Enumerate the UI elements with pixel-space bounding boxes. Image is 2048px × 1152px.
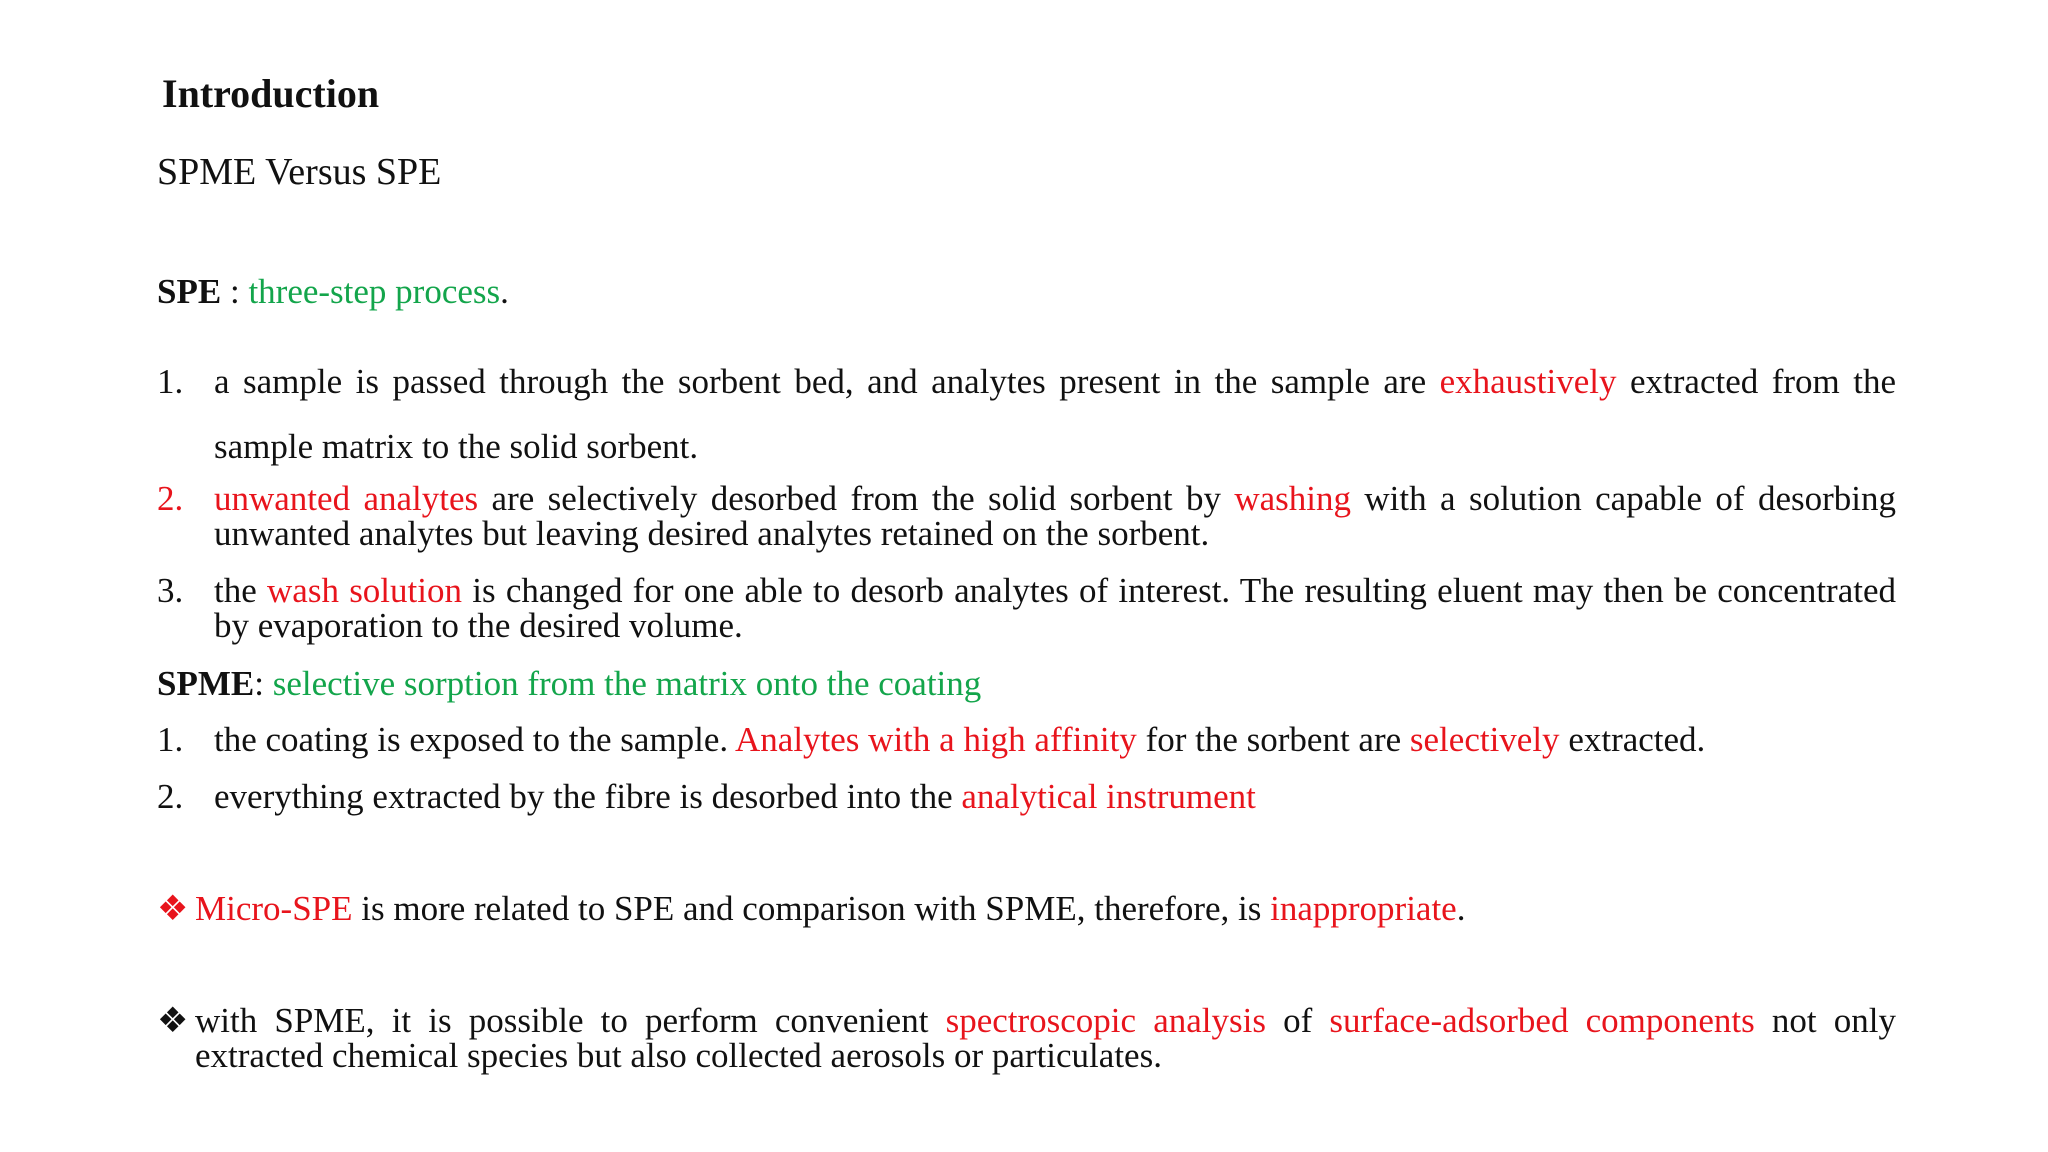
spme-step-1 [157, 719, 1896, 761]
bullet-2-highlight-b: surface-adsorbed components [1329, 1001, 1755, 1040]
spe-separator: : [221, 272, 249, 311]
spe-step-3-text-b: is changed for one able to desorb analytes of interest. The resulting eluent may then be concentrated by evaporation to the desired volume. [214, 571, 1896, 645]
bullet-point-1 [157, 888, 1896, 930]
bullet-2-text-c: not only extracted chemical species but also collected aerosols or particulates. [195, 1001, 1896, 1075]
diamond-bullet-icon: ❖ [157, 1001, 189, 1040]
spe-step-3 [157, 573, 1896, 643]
spe-step-number: 1. [157, 362, 184, 401]
spme-step-2 [157, 776, 1896, 818]
spe-step-text [214, 573, 1896, 643]
spe-step-3-highlight: wash solution [267, 571, 462, 610]
bullet-2-text-b: of [1265, 1001, 1330, 1040]
spe-step-2-highlight-a: unwanted analytes [214, 479, 479, 518]
spe-heading [157, 271, 509, 313]
bullet-point-2 [157, 1003, 1896, 1073]
spme-step-2-highlight: analytical instrument [961, 777, 1256, 816]
bullet-text [195, 1003, 1896, 1073]
spme-step-number: 2. [157, 777, 184, 816]
slide-subtitle: SPME Versus SPE [157, 151, 442, 193]
spme-step-text [214, 776, 1896, 818]
spe-label: SPE [157, 272, 222, 311]
spe-description: three-step process [248, 272, 501, 311]
spe-step-1 [157, 349, 1896, 479]
spe-step-2-highlight-b: washing [1234, 479, 1351, 518]
spme-description: selective sorption from the matrix onto the coating [272, 664, 982, 703]
bullet-2-text-a: with SPME, it is possible to perform convenient [195, 1001, 946, 1040]
slide-title: Introduction [162, 71, 380, 116]
spme-separator: : [254, 664, 273, 703]
bullet-1-text-b: . [1456, 889, 1466, 928]
spe-step-number: 2. [157, 479, 184, 518]
bullet-1-highlight-b: inappropriate [1270, 889, 1457, 928]
spe-step-2-text-b: with a solution capable of desorbing unwanted analytes but leaving desired analytes retained on the sorbent. [214, 479, 1896, 553]
spme-step-number: 1. [157, 720, 184, 759]
spe-step-text [214, 349, 1896, 479]
spe-step-3-text-a: the [214, 571, 268, 610]
spme-step-1-text-c: extracted. [1559, 720, 1706, 759]
spe-period: . [500, 272, 509, 311]
spme-step-text [214, 719, 1896, 761]
spme-step-1-highlight-a: Analytes with a high affinity [735, 720, 1137, 759]
bullet-2-highlight-a: spectroscopic analysis [945, 1001, 1266, 1040]
spe-step-1-highlight: exhaustively [1439, 362, 1617, 401]
spme-heading [157, 663, 981, 705]
spe-step-2-text-a: are selectively desorbed from the solid sorbent by [478, 479, 1235, 518]
spe-step-text [214, 481, 1896, 551]
bullet-1-text-a: is more related to SPE and comparison with SPME, therefore, is [352, 889, 1271, 928]
diamond-bullet-icon: ❖ [157, 889, 189, 928]
spme-step-1-text-b: for the sorbent are [1136, 720, 1410, 759]
spme-step-1-highlight-b: selectively [1409, 720, 1560, 759]
spme-step-1-text-a: the coating is exposed to the sample. [214, 720, 736, 759]
spe-step-2 [157, 481, 1896, 551]
spme-step-2-text-a: everything extracted by the fibre is desorbed into the [214, 777, 962, 816]
spe-step-1-text-a: a sample is passed through the sorbent bed, and analytes present in the sample are [214, 362, 1440, 401]
spe-step-number: 3. [157, 571, 184, 610]
spe-step-1-text-b: extracted from the sample matrix to the solid sorbent. [214, 362, 1896, 466]
spme-label: SPME [157, 664, 255, 703]
bullet-1-highlight-a: Micro-SPE [195, 889, 353, 928]
bullet-text [195, 888, 1896, 930]
